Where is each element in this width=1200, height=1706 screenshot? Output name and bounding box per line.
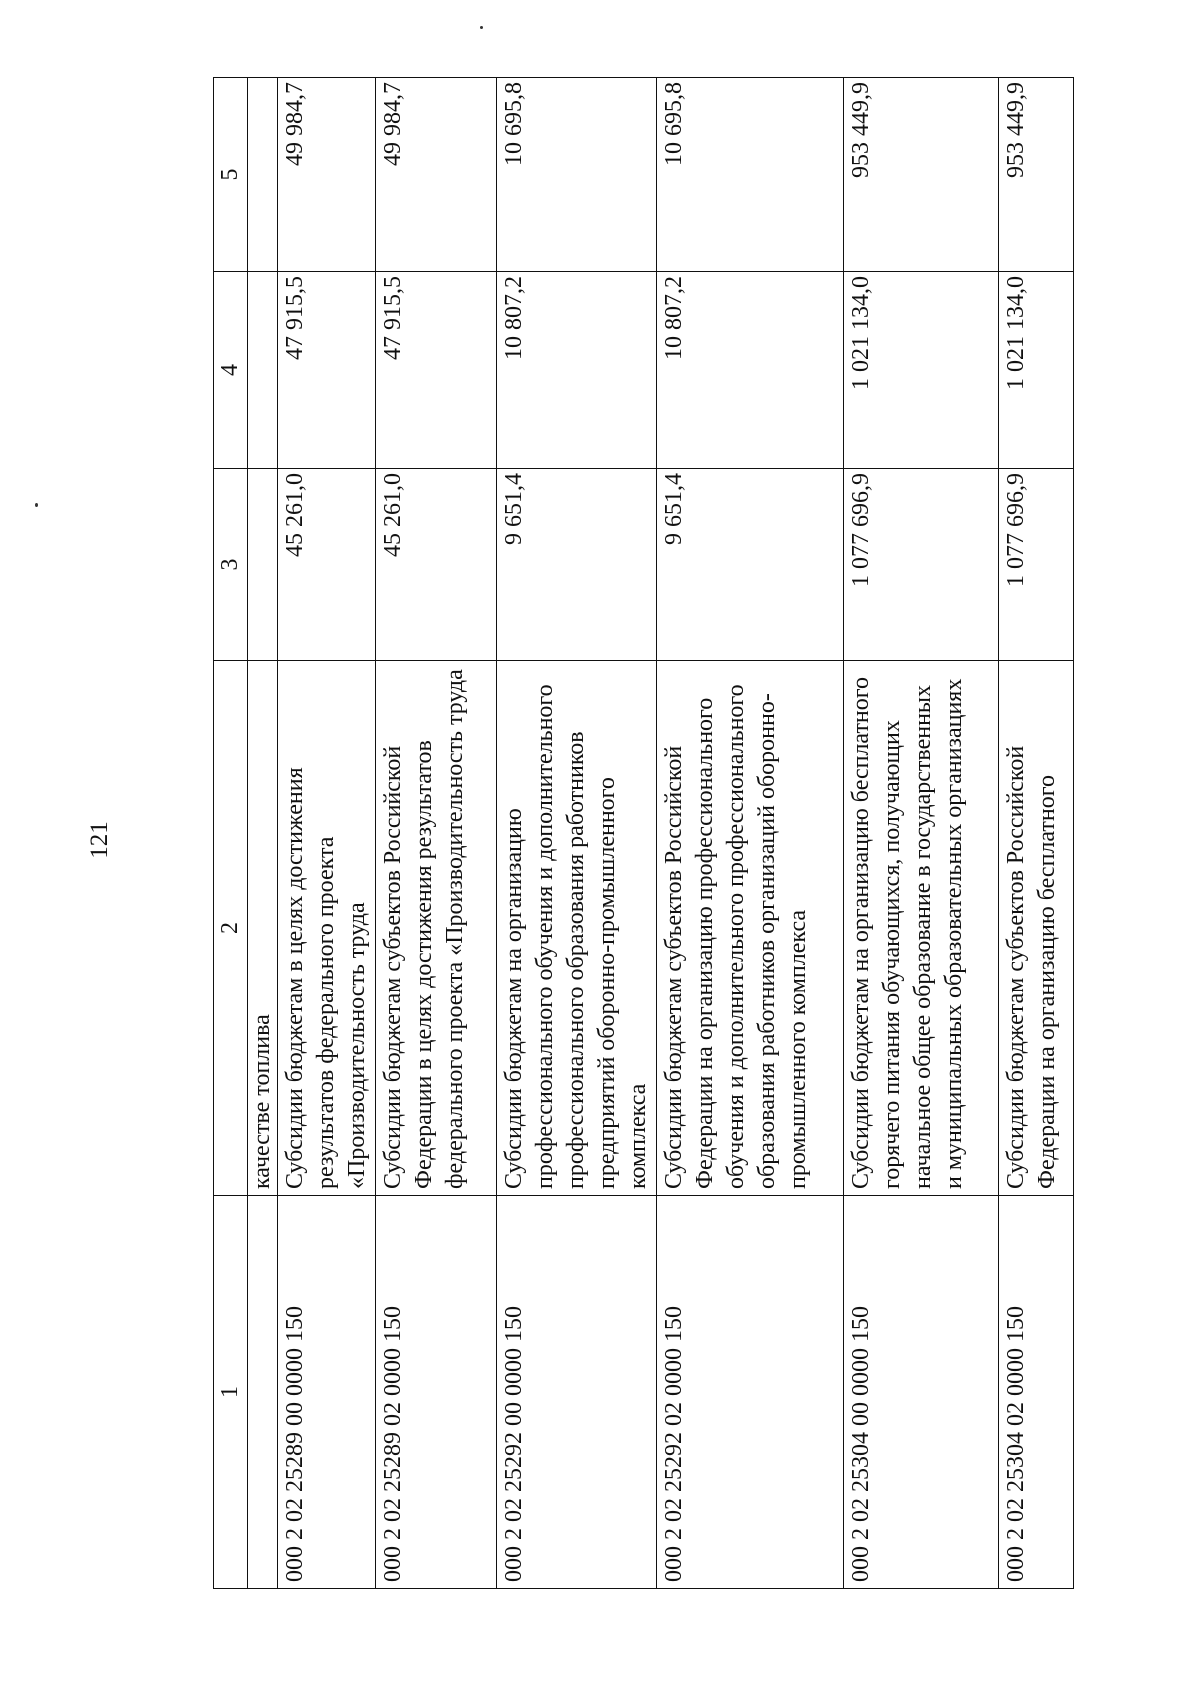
value-col-5: 49 984,7 [376, 78, 497, 272]
value-col-5: 953 449,9 [844, 78, 999, 272]
value-col-5: 10 695,8 [497, 78, 657, 272]
value-col-3: 1 077 696,9 [999, 469, 1074, 661]
value-cell [248, 272, 278, 469]
table-header-row [214, 78, 248, 1589]
value-col-5: 10 695,8 [657, 78, 844, 272]
value-col-3: 9 651,4 [657, 469, 844, 661]
value-col-3: 45 261,0 [278, 469, 376, 661]
value-col-4: 10 807,2 [657, 272, 844, 469]
table-row [376, 78, 497, 1589]
budget-table [213, 77, 1074, 1589]
value-col-4: 47 915,5 [278, 272, 376, 469]
code-cell: 000 2 02 25289 00 0000 150 [278, 1196, 376, 1589]
budget-table-rotated [213, 78, 1063, 1589]
value-col-4: 10 807,2 [497, 272, 657, 469]
scan-speck [480, 26, 483, 29]
code-cell: 000 2 02 25304 00 0000 150 [844, 1196, 999, 1589]
continuation-row [248, 78, 278, 1589]
name-cell: Субсидии бюджетам субъектов Российской Федерации в целях достижения результатов федерального проекта «Производительность труда [376, 661, 497, 1196]
name-cell: Субсидии бюджетам на организацию профессионального обучения и дополнительного профессионального образования работников предприятий оборонно-промышленного комплекса [497, 661, 657, 1196]
header-col-4: 4 [214, 272, 248, 469]
value-col-3: 1 077 696,9 [844, 469, 999, 661]
value-cell [248, 469, 278, 661]
header-col-1: 1 [214, 1196, 248, 1589]
value-col-3: 9 651,4 [497, 469, 657, 661]
name-cell: Субсидии бюджетам субъектов Российской Федерации на организацию профессионального обучения и дополнительного профессионального образования работников организаций оборонно-промышленного комплекса [657, 661, 844, 1196]
value-col-3: 45 261,0 [376, 469, 497, 661]
name-cell: Субсидии бюджетам субъектов Российской Федерации на организацию бесплатного [999, 661, 1074, 1196]
scan-speck [35, 503, 38, 507]
name-cell: Субсидии бюджетам в целях достижения результатов федерального проекта «Производительность труда [278, 661, 376, 1196]
value-col-5: 953 449,9 [999, 78, 1074, 272]
table-row [657, 78, 844, 1589]
value-col-4: 47 915,5 [376, 272, 497, 469]
code-cell: 000 2 02 25304 02 0000 150 [999, 1196, 1074, 1589]
table-row [497, 78, 657, 1589]
name-cell: качестве топлива [248, 661, 278, 1196]
value-col-4: 1 021 134,0 [999, 272, 1074, 469]
header-col-3: 3 [214, 469, 248, 661]
table-row [278, 78, 376, 1589]
header-col-2: 2 [214, 661, 248, 1196]
table-row [999, 78, 1074, 1589]
value-col-4: 1 021 134,0 [844, 272, 999, 469]
code-cell: 000 2 02 25289 02 0000 150 [376, 1196, 497, 1589]
value-cell [248, 78, 278, 272]
code-cell: 000 2 02 25292 00 0000 150 [497, 1196, 657, 1589]
table-row [844, 78, 999, 1589]
code-cell: 000 2 02 25292 02 0000 150 [657, 1196, 844, 1589]
page-number: 121 [86, 821, 113, 859]
value-col-5: 49 984,7 [278, 78, 376, 272]
header-col-5: 5 [214, 78, 248, 272]
name-cell: Субсидии бюджетам на организацию бесплатного горячего питания обучающихся, получающих начальное общее образование в государственных и муниципальных образовательных организациях [844, 661, 999, 1196]
code-cell [248, 1196, 278, 1589]
